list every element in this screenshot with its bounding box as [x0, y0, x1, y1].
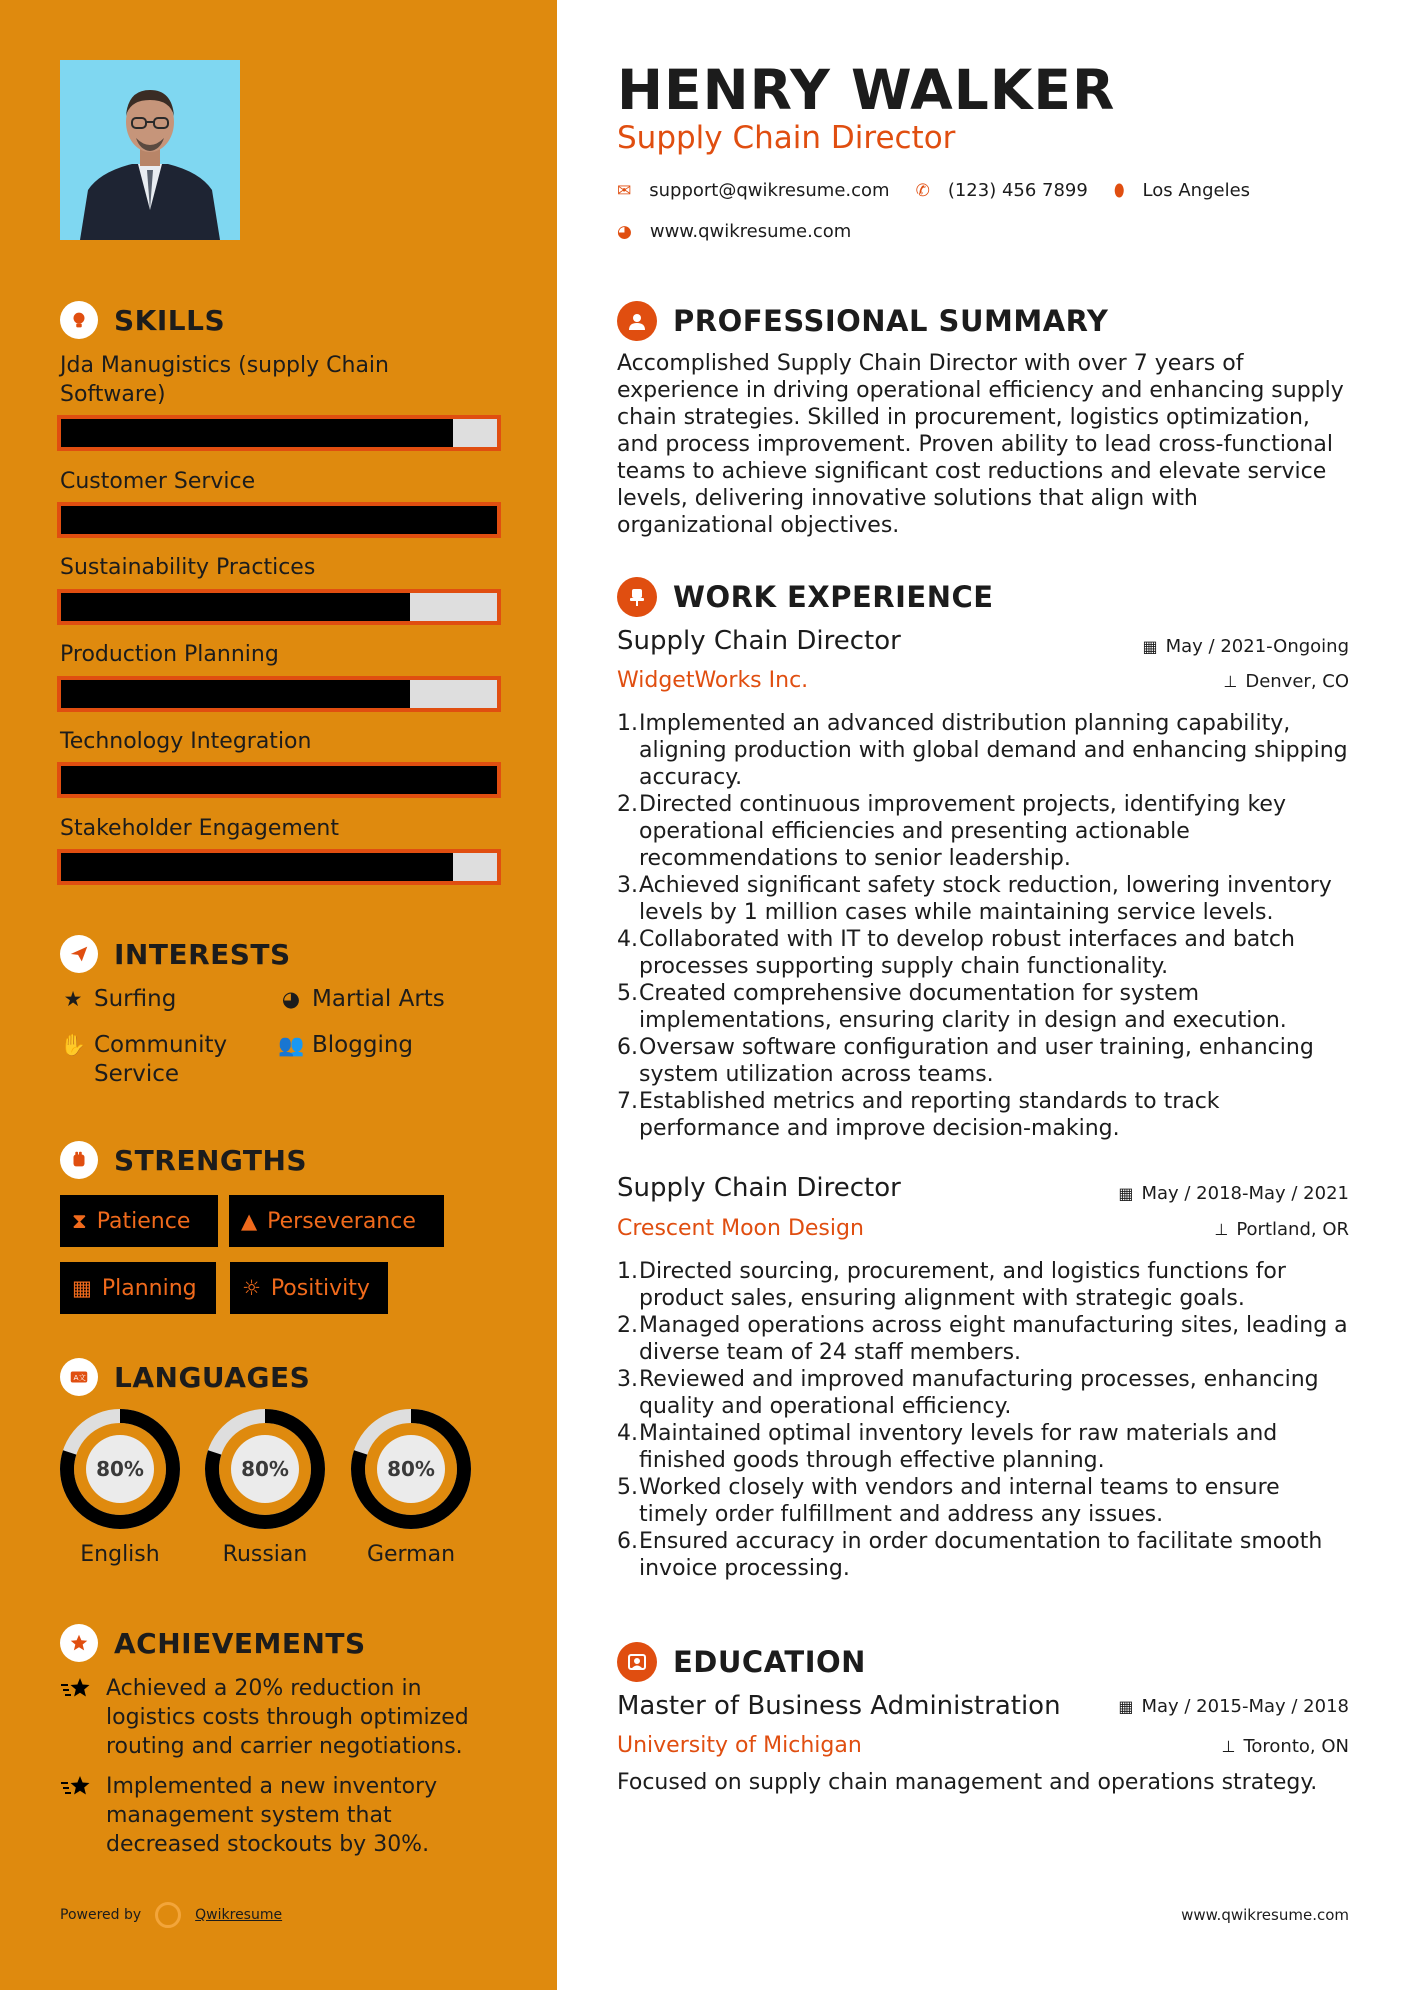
globe-icon: ◕ [281, 987, 301, 1011]
skill-bar [57, 502, 501, 538]
lightbulb-icon [60, 301, 98, 339]
bullet-number: 4. [617, 927, 638, 952]
language-ring [350, 1408, 472, 1530]
degree-title: Master of Business Administration [617, 1691, 1061, 1721]
phone-text: (123) 456 7899 [947, 180, 1088, 201]
phone-icon: ✆ [915, 180, 930, 201]
experience-heading [617, 577, 994, 617]
calendar-icon: ▦ [1142, 637, 1158, 656]
website-link[interactable]: www.qwikresume.com [649, 221, 852, 242]
job-bullets [617, 710, 1349, 1142]
interest-item [278, 1031, 508, 1060]
languages-title: LANGUAGES [114, 1360, 311, 1394]
job-bullet [617, 872, 1349, 926]
language-ring [59, 1408, 181, 1530]
bullet-text: Maintained optimal inventory levels for raw materials and finished goods through effective planning. [639, 1421, 1278, 1473]
skills-heading [60, 301, 225, 339]
interest-item [60, 1031, 260, 1089]
skill-bar [57, 676, 501, 712]
qwikresume-link[interactable]: Qwikresume [195, 1907, 283, 1923]
skill-label: Sustainability Practices [60, 555, 316, 580]
job-bullet [617, 926, 1349, 980]
users-icon: 👥 [278, 1033, 305, 1057]
bullet-number: 6. [617, 1035, 638, 1060]
strength-chip [229, 1195, 444, 1247]
summary-title: PROFESSIONAL SUMMARY [673, 304, 1109, 338]
bullet-number: 2. [617, 792, 638, 817]
bullet-text: Implemented an advanced distribution planning capability, aligning production with global demand and enhancing shipping accuracy. [639, 711, 1348, 790]
bullet-text: Ensured accuracy in order documentation to facilitate smooth invoice processing. [639, 1529, 1323, 1581]
strength-label: Positivity [270, 1275, 370, 1301]
job-location [1223, 671, 1349, 692]
bullet-text: Directed sourcing, procurement, and logistics functions for product sales, ensuring alignment with strategic goals. [639, 1259, 1286, 1311]
skill-bar [57, 849, 501, 885]
education-location-text: Toronto, ON [1243, 1736, 1349, 1757]
bullet-number: 2. [617, 1313, 638, 1338]
strengths-title: STRENGTHS [114, 1143, 308, 1177]
achievement-text: Achieved a 20% reduction in logistics costs through optimized routing and carrier negotiations. [106, 1676, 469, 1759]
user-icon [617, 301, 657, 341]
footer-url[interactable]: www.qwikresume.com [1181, 1906, 1349, 1924]
job-dates [1143, 636, 1350, 657]
interest-label: Blogging [312, 1032, 414, 1058]
skill-label: Customer Service [60, 469, 256, 494]
job-bullet [617, 1366, 1349, 1420]
calendar-icon: ▦ [1118, 1697, 1134, 1716]
strength-label: Patience [96, 1208, 191, 1234]
skill-label: Technology Integration [60, 729, 312, 754]
skill-bar-fill [61, 680, 410, 708]
achievements-title: ACHIEVEMENTS [114, 1626, 366, 1660]
job-location [1214, 1219, 1349, 1240]
bullet-text: Created comprehensive documentation for system implementations, ensuring clarity in design and execution. [639, 981, 1287, 1033]
translate-icon [60, 1358, 98, 1396]
email-link[interactable]: support@qwikresume.com [649, 180, 890, 201]
sidebar [0, 0, 557, 1990]
company-name: WidgetWorks Inc. [617, 668, 809, 693]
website-row [617, 221, 851, 242]
pushpin-icon: ⊥ [1223, 672, 1238, 691]
job-bullet [617, 1474, 1349, 1528]
strength-label: Planning [101, 1275, 197, 1301]
briefcase-chair-icon [617, 577, 657, 617]
candidate-name: HENRY WALKER [617, 58, 1116, 122]
skill-bar-fill [61, 593, 410, 621]
job-location-text: Portland, OR [1236, 1219, 1349, 1240]
skills-title: SKILLS [114, 303, 226, 337]
map-pin-icon: ⬮ [1113, 180, 1125, 201]
calendar-icon: ▦ [72, 1276, 92, 1300]
language-item [59, 1408, 181, 1567]
job-bullet [617, 1258, 1349, 1312]
skill-label: Production Planning [60, 642, 279, 667]
interests-title: INTERESTS [114, 937, 291, 971]
language-percent: 80% [96, 1457, 144, 1481]
bullet-text: Oversaw software configuration and user training, enhancing system utilization across teams. [639, 1035, 1314, 1087]
fist-icon [60, 1141, 98, 1179]
bullet-text: Established metrics and reporting standards to track performance and improve decision-making. [639, 1089, 1220, 1141]
bullet-text: Directed continuous improvement projects, identifying key operational efficiencies and presenting actionable recommendations to senior leadership. [639, 792, 1286, 871]
contact-row [617, 180, 1250, 201]
achievement-item [60, 1674, 500, 1761]
skill-bar-fill [61, 853, 453, 881]
company-name: Crescent Moon Design [617, 1216, 864, 1241]
bullet-number: 5. [617, 1475, 638, 1500]
hand-icon: ✋ [60, 1033, 87, 1057]
education-title: EDUCATION [673, 1645, 866, 1679]
skill-bar [57, 589, 501, 625]
bullet-number: 5. [617, 981, 638, 1006]
candidate-role: Supply Chain Director [617, 120, 956, 156]
interest-label: Martial Arts [312, 986, 445, 1012]
skill-bar-fill [61, 419, 453, 447]
job-bullet [617, 1312, 1349, 1366]
job-bullet [617, 1088, 1349, 1142]
svg-text:A文: A文 [73, 1373, 86, 1383]
school-name: University of Michigan [617, 1733, 862, 1758]
experience-title: WORK EXPERIENCE [673, 580, 994, 614]
education-location [1222, 1736, 1349, 1757]
pushpin-icon: ⊥ [1221, 1737, 1236, 1756]
languages-heading [60, 1358, 310, 1396]
pushpin-icon: ⊥ [1214, 1220, 1229, 1239]
language-item [350, 1408, 472, 1567]
bullet-number: 4. [617, 1421, 638, 1446]
bullet-number: 7. [617, 1089, 638, 1114]
job-bullet [617, 791, 1349, 872]
bullet-number: 1. [617, 711, 638, 736]
bullet-text: Worked closely with vendors and internal teams to ensure timely order fulfillment and address any issues. [639, 1475, 1280, 1527]
language-name: German [366, 1542, 456, 1567]
language-ring [204, 1408, 326, 1530]
job-bullet [617, 980, 1349, 1034]
skill-label: Stakeholder Engagement [60, 816, 339, 841]
bullet-text: Reviewed and improved manufacturing processes, enhancing quality and operational efficiency. [639, 1367, 1319, 1419]
powered-by [60, 1902, 282, 1928]
job-dates-text: May / 2021-Ongoing [1165, 636, 1349, 657]
bullet-number: 3. [617, 1367, 638, 1392]
achievement-item [60, 1772, 500, 1859]
interest-item [278, 985, 508, 1014]
profile-photo [60, 60, 240, 240]
road-icon: ▲ [241, 1209, 258, 1233]
bullet-text: Collaborated with IT to develop robust interfaces and batch processes supporting supply chain functionality. [639, 927, 1295, 979]
qwikresume-logo-icon [155, 1902, 181, 1928]
summary-text: Accomplished Supply Chain Director with over 7 years of experience in driving operational efficiency and enhancing supply chain strategies. Skilled in procurement, logistics optimization, and process improvement. Proven ability to lead cross-functional teams to achieve significant cost reductions and elevate service levels, delivering innovative solutions that align with organizational objectives. [617, 351, 1344, 538]
job-title: Supply Chain Director [617, 626, 901, 656]
education-dates-text: May / 2015-May / 2018 [1141, 1696, 1349, 1717]
bullet-number: 6. [617, 1529, 638, 1554]
graduate-icon [617, 1642, 657, 1682]
skill-bar [57, 415, 501, 451]
language-name: Russian [222, 1542, 308, 1567]
job-bullet [617, 1034, 1349, 1088]
language-percent: 80% [241, 1457, 289, 1481]
job-bullets [617, 1258, 1349, 1582]
language-item [204, 1408, 326, 1567]
skill-bar-fill [61, 506, 497, 534]
strength-chip [60, 1262, 216, 1314]
skill-bar [57, 762, 501, 798]
bullet-text: Achieved significant safety stock reduction, lowering inventory levels by 1 million cases while maintaining service levels. [639, 873, 1332, 925]
powered-by-label: Powered by [60, 1907, 142, 1923]
job-bullet [617, 1528, 1349, 1582]
education-description: Focused on supply chain management and operations strategy. [617, 1770, 1318, 1795]
globe-icon: ◕ [617, 221, 632, 242]
interest-item [60, 985, 260, 1014]
skill-bar-fill [61, 766, 497, 794]
calendar-icon: ▦ [1118, 1184, 1134, 1203]
job-dates [1118, 1183, 1349, 1204]
strengths-heading [60, 1141, 307, 1179]
strength-label: Perseverance [267, 1208, 416, 1234]
interest-label: Surfing [94, 986, 177, 1012]
interest-label: Community Service [94, 1032, 228, 1087]
summary-heading [617, 301, 1108, 341]
education-dates [1118, 1696, 1349, 1717]
star-burst-icon [60, 1674, 94, 1761]
bullet-text: Managed operations across eight manufacturing sites, leading a diverse team of 24 staff members. [639, 1313, 1348, 1365]
star-burst-icon [60, 1772, 94, 1859]
person-portrait-image [60, 60, 240, 240]
achievements-heading [60, 1624, 366, 1662]
star-icon: ★ [63, 987, 83, 1011]
job-bullet [617, 710, 1349, 791]
achievement-text: Implemented a new inventory management system that decreased stockouts by 30%. [106, 1774, 438, 1857]
bullet-number: 1. [617, 1259, 638, 1284]
job-dates-text: May / 2018-May / 2021 [1141, 1183, 1349, 1204]
job-title: Supply Chain Director [617, 1173, 901, 1203]
language-name: English [80, 1542, 160, 1567]
paper-plane-icon [60, 935, 98, 973]
hourglass-icon: ⧗ [72, 1208, 87, 1233]
sun-icon: ☼ [242, 1276, 261, 1300]
job-location-text: Denver, CO [1245, 671, 1349, 692]
skill-label: Jda Manugistics (supply Chain Software) [60, 353, 389, 407]
location-text: Los Angeles [1142, 180, 1251, 201]
strength-chip [60, 1195, 218, 1247]
job-bullet [617, 1420, 1349, 1474]
strength-chip [230, 1262, 388, 1314]
envelope-icon: ✉ [617, 180, 632, 201]
education-heading [617, 1642, 866, 1682]
language-percent: 80% [387, 1457, 435, 1481]
interests-heading [60, 935, 291, 973]
award-star-icon [60, 1624, 98, 1662]
bullet-number: 3. [617, 873, 638, 898]
